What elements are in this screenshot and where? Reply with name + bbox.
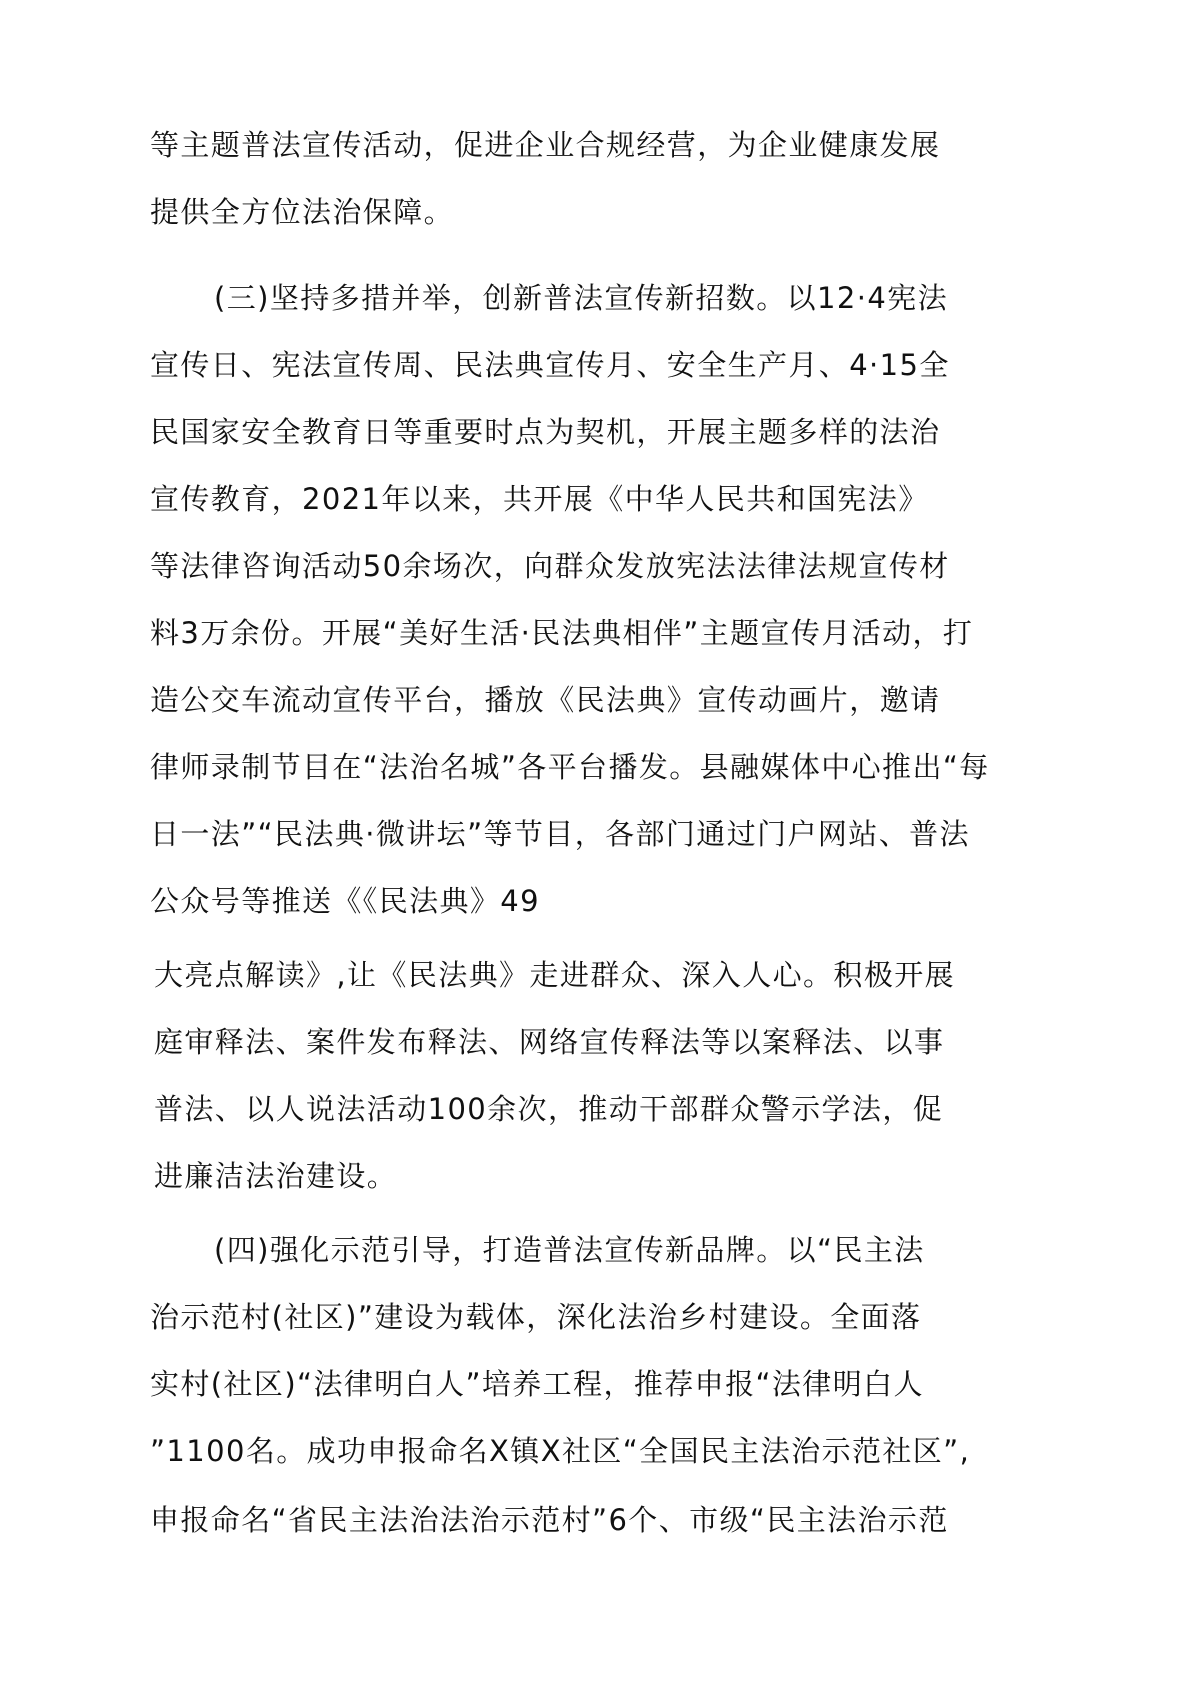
text-line: 公众号等推送《《民法典》49 xyxy=(150,884,541,918)
text-line: 治示范村(社区)”建设为载体，深化法治乡村建设。全面落 xyxy=(150,1300,922,1334)
paragraph-heading-3: (三)坚持多措并举，创新普法宣传新招数。以12·4宪法 xyxy=(214,281,948,315)
text-line: 申报命名“省民主法治法治示范村”6个、市级“民主法治示范 xyxy=(150,1503,949,1537)
text-line: 宣传日、宪法宣传周、民法典宣传月、安全生产月、4·15全 xyxy=(150,348,950,382)
text-line: 进廉洁法治建设。 xyxy=(154,1159,398,1193)
text-line: 等法律咨询活动50余场次，向群众发放宪法法律法规宣传材 xyxy=(150,549,950,583)
paragraph-heading-4: (四)强化示范引导，打造普法宣传新品牌。以“民主法 xyxy=(214,1233,925,1267)
text-line: 提供全方位法治保障。 xyxy=(150,195,455,229)
text-line: 普法、以人说法活动100余次，推动干部群众警示学法，促 xyxy=(154,1092,944,1126)
text-line: 宣传教育，2021年以来，共开展《中华人民共和国宪法》 xyxy=(150,482,929,516)
text-line: 等主题普法宣传活动，促进企业合规经营，为企业健康发展 xyxy=(150,128,941,162)
text-line: 实村(社区)“法律明白人”培养工程，推荐申报“法律明白人 xyxy=(150,1367,924,1401)
text-line: 日一法”“民法典·微讲坛”等节目，各部门通过门户网站、普法 xyxy=(150,817,970,851)
text-line: 民国家安全教育日等重要时点为契机，开展主题多样的法治 xyxy=(150,415,941,449)
text-line: ”1100名。成功申报命名X镇X社区“全国民主法治示范社区”, xyxy=(150,1434,971,1468)
text-line: 庭审释法、案件发布释法、网络宣传释法等以案释法、以事 xyxy=(154,1025,945,1059)
text-line: 料3万余份。开展“美好生活·民法典相伴”主题宣传月活动，打 xyxy=(150,616,974,650)
text-line: 律师录制节目在“法治名城”各平台播发。县融媒体中心推出“每 xyxy=(150,750,990,784)
text-line: 大亮点解读》,让《民法典》走进群众、深入人心。积极开展 xyxy=(154,958,956,992)
text-line: 造公交车流动宣传平台，播放《民法典》宣传动画片，邀请 xyxy=(150,683,941,717)
